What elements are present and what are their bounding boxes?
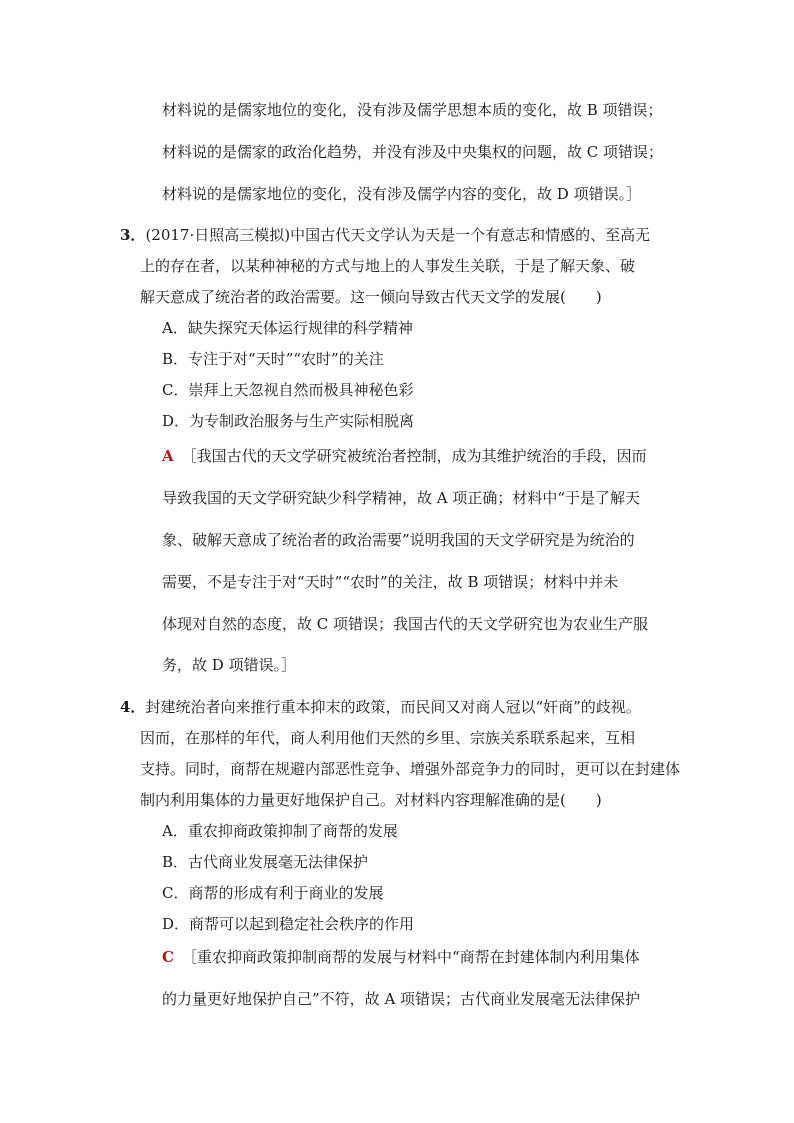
question-number: 3． (120, 226, 146, 244)
question-3-explanation-line: 象、破解天意成了统治者的政治需要”说明我国的天文学研究是为统治的 (162, 531, 635, 549)
question-4-option-a: A．重农抑商政策抑制了商帮的发展 (162, 822, 398, 840)
question-3-option-a: A．缺失探究天体运行规律的科学精神 (162, 319, 413, 337)
prev-explanation-line: 材料说的是儒家地位的变化，没有涉及儒学内容的变化，故 D 项错误。］ (162, 185, 642, 203)
question-number: 4． (120, 698, 146, 716)
question-3-explanation-line: 需要，不是专注于对“天时”“农时”的关注，故 B 项错误；材料中并未 (162, 573, 619, 591)
question-4-stem-line: 制内利用集体的力量更好地保护自己。对材料内容理解准确的是( ) (140, 791, 602, 809)
prev-explanation-line: 材料说的是儒家地位的变化，没有涉及儒学思想本质的变化，故 B 项错误； (162, 101, 663, 119)
question-4-stem-line (120, 697, 641, 717)
question-3-explanation-line: 务，故 D 项错误。］ (162, 656, 297, 674)
question-4-option-d: D．商帮可以起到稳定社会秩序的作用 (162, 915, 415, 933)
question-4-option-b: B．古代商业发展毫无法律保护 (162, 853, 369, 871)
prev-explanation-line: 材料说的是儒家的政治化趋势，并没有涉及中央集权的问题，故 C 项错误； (162, 143, 664, 161)
question-3-option-c: C．崇拜上天忽视自然而极具神秘色彩 (162, 381, 414, 399)
question-3-option-b: B．专注于对“天时”“农时”的关注 (162, 350, 384, 368)
question-3-explanation-line: 导致我国的天文学研究缺少科学精神，故 A 项正确；材料中“于是了解天 (162, 489, 641, 507)
question-4-stem-line: 支持。同时，商帮在规避内部恶性竞争、增强外部竞争力的同时，更可以在封建体 (140, 760, 681, 778)
question-stem-text: 封建统治者向来推行重本抑末的政策，而民间又对商人冠以“奸商”的歧视。 (145, 698, 641, 716)
question-4-option-c: C．商帮的形成有利于商业的发展 (162, 884, 384, 902)
explanation-text: ［我国古代的天文学研究被统治者控制，成为其维护统治的手段，因而 (181, 447, 647, 465)
question-3-stem-line: 上的存在者，以某种神秘的方式与地上的人事发生关联，于是了解天象、破 (140, 257, 636, 275)
question-stem-text: (2017·日照高三模拟)中国古代天文学认为天是一个有意志和情感的、至高无 (145, 226, 651, 244)
question-3-stem-line (120, 225, 650, 245)
answer-letter: C (162, 948, 174, 966)
question-3-explanation-line (162, 446, 647, 466)
question-3-explanation-line: 体现对自然的态度，故 C 项错误；我国古代的天文学研究也为农业生产服 (162, 615, 649, 633)
question-3-stem-line: 解天意成了统治者的政治需要。这一倾向导致古代天文学的发展( ) (140, 288, 602, 306)
question-4-explanation-line: 的力量更好地保护自己”不符，故 A 项错误；古代商业发展毫无法律保护 (162, 990, 641, 1008)
question-4-stem-line: 因而，在那样的年代，商人利用他们天然的乡里、宗族关系联系起来，互相 (140, 729, 636, 747)
explanation-text: ［重农抑商政策抑制商帮的发展与材料中“商帮在封建体制内利用集体 (181, 948, 640, 966)
question-3-option-d: D．为专制政治服务与生产实际相脱离 (162, 412, 415, 430)
answer-letter: A (162, 447, 174, 465)
question-4-explanation-line (162, 947, 640, 967)
